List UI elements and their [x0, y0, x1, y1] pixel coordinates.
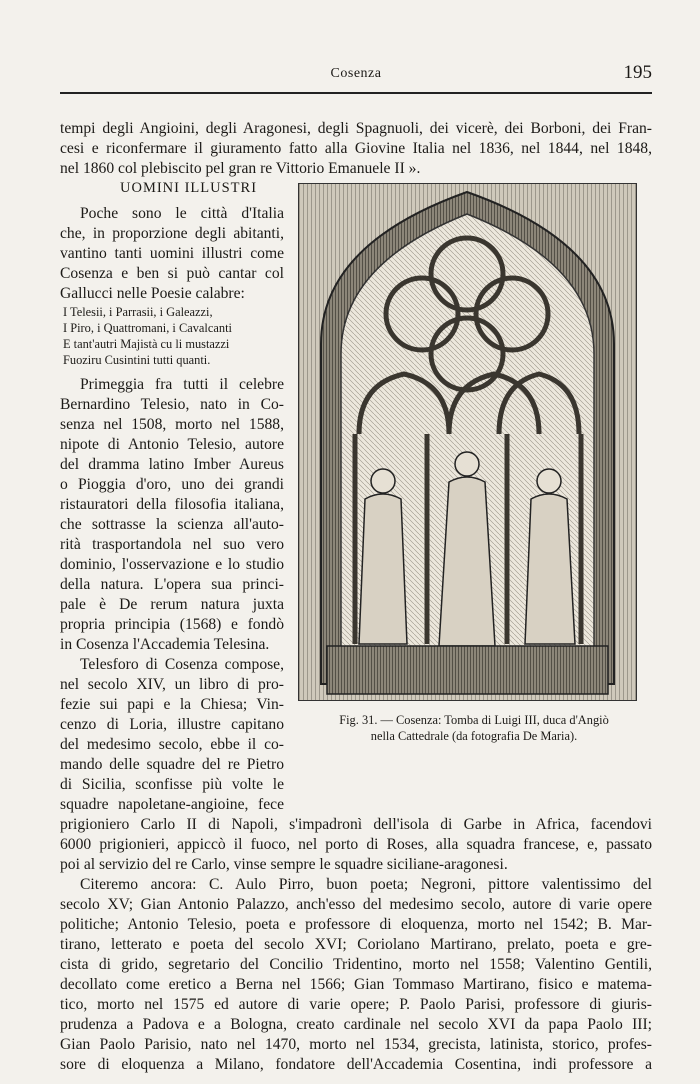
text-line: tirano, letterato e poeta del secolo XVI; Coriolano Martirano, prelato, poeta e gre-: [60, 936, 652, 953]
text-line: in Cosenza l'Accademia Telesina.: [60, 636, 270, 653]
text-line: Primeggia fra tutti il celebre: [80, 376, 284, 393]
text-line: di Sicilia, sconfisse più volte le: [60, 776, 284, 793]
text-line: Poche sono le città d'Italia: [80, 205, 284, 222]
page-number: 195: [623, 62, 652, 83]
section-heading: UOMINI ILLUSTRI: [120, 180, 258, 196]
text-line: dominio, l'osservazione e lo studio: [60, 556, 284, 573]
text-line: Citeremo ancora: C. Aulo Pirro, buon poeta; Negroni, pittore valentissimo del: [80, 876, 652, 893]
text-line: propria principia (1568) e fondò: [60, 616, 284, 633]
text-line: nel secolo XIV, un libro di pro-: [60, 676, 284, 693]
text-line: Gian Paolo Parisio, nato nel 1470, morto nel 1534, grecista, latinista, storico, profes-: [60, 1036, 652, 1053]
text-line: poi al servizio del re Carlo, vinse sempre le squadre siciliane-aragonesi.: [60, 856, 508, 873]
text-line: Bernardino Telesio, nato in Co-: [60, 396, 284, 413]
text-line: ristauratori della filosofia italiana,: [60, 496, 284, 513]
text-line: nel 1860 col plebiscito pel gran re Vittorio Emanuele II ».: [60, 160, 421, 177]
figure-caption-line: nella Cattedrale (da fotografia De Maria).: [370, 729, 578, 743]
text-line: squadre napoletane-angioine, fece: [60, 796, 284, 813]
text-line: o Pioggia d'oro, uno dei grandi: [60, 476, 284, 493]
text-line: del dramma latino Imber Aureus: [60, 456, 284, 473]
text-line: del medesimo secolo, ebbe il co-: [60, 736, 284, 753]
text-line: mando delle squadre del re Pietro: [60, 756, 284, 773]
page-header: [60, 62, 652, 94]
text-line: 6000 prigionieri, appiccò il fuoco, nel porto di Roses, alla squadra francese, e, passato: [60, 836, 652, 853]
text-line: prigioniero Carlo II di Napoli, s'impadronì dell'isola di Garbe in Africa, facendovi: [60, 816, 652, 833]
text-line: Cosenza e ben si può cantar col: [60, 265, 284, 282]
text-line: tempi degli Angioini, degli Aragonesi, degli Spagnuoli, dei vicerè, dei Borboni, dei Fran-: [60, 120, 652, 137]
text-line: pale è De rerum natura juxta: [60, 596, 284, 613]
verse-line: I Telesii, i Parrasii, i Galeazzi,: [63, 305, 213, 319]
text-line: cista di grido, segretario del Concilio Tridentino, morto nel 1558; Valentino Gentili,: [60, 956, 652, 973]
text-line: della natura. L'opera sua princi-: [60, 576, 284, 593]
figure-engraving-tomb: [298, 183, 637, 701]
figure-caption-line: Fig. 31. — Cosenza: Tomba di Luigi III, duca d'Angiò: [339, 713, 609, 727]
text-line: rità trasportandola nel suo vero: [60, 536, 284, 553]
text-line: prudenza a Padova e a Bologna, creato cardinale nel secolo XVI da papa Paolo III;: [60, 1016, 652, 1033]
verse-line: I Piro, i Quattromani, i Cavalcanti: [63, 321, 232, 335]
text-line: fezie sui papi e la Chiesa; Vin-: [60, 696, 284, 713]
text-line: cenzo di Loria, illustre capitano: [60, 716, 284, 733]
text-line: sore di eloquenza a Milano, fondatore dell'Accademia Cosentina, indi professore a: [60, 1056, 652, 1073]
text-line: decollato come eretico a Berna nel 1566; Gian Tommaso Martirano, fisico e matema-: [60, 976, 652, 993]
text-line: Gallucci nelle Poesie calabre:: [60, 285, 245, 302]
text-line: tico, morto nel 1575 ed autore di varie opere; P. Paolo Parisi, professore di giuris-: [60, 996, 652, 1013]
text-line: nipote di Antonio Telesio, autore: [60, 436, 284, 453]
verse-line: E tant'autri Majistà cu li mustazzi: [63, 337, 230, 351]
header-rule: [60, 92, 652, 94]
verse-line: Fuoziru Cusintini tutti quanti.: [63, 353, 211, 367]
text-line: che sottrasse la scienza all'auto-: [60, 516, 284, 533]
text-line: senza nel 1508, morto nel 1588,: [60, 416, 284, 433]
text-line: che, in proporzione degli abitanti,: [60, 225, 284, 242]
running-title: Cosenza: [330, 66, 382, 81]
text-line: secolo XV; Gian Antonio Palazzo, anch'esso del medesimo secolo, autore di varie opere: [60, 896, 652, 913]
text-line: politiche; Antonio Telesio, poeta e professore di eloquenza, morto nel 1542; B. Mar-: [60, 916, 652, 933]
text-line: cesi e riconfermare il giuramento fatto alla Giovine Italia nel 1836, nel 1844, nel 1848,: [60, 140, 652, 157]
text-line: Telesforo di Cosenza compose,: [80, 656, 284, 673]
text-line: vantino tanti uomini illustri come: [60, 245, 284, 262]
tomb-illustration: [299, 184, 636, 700]
